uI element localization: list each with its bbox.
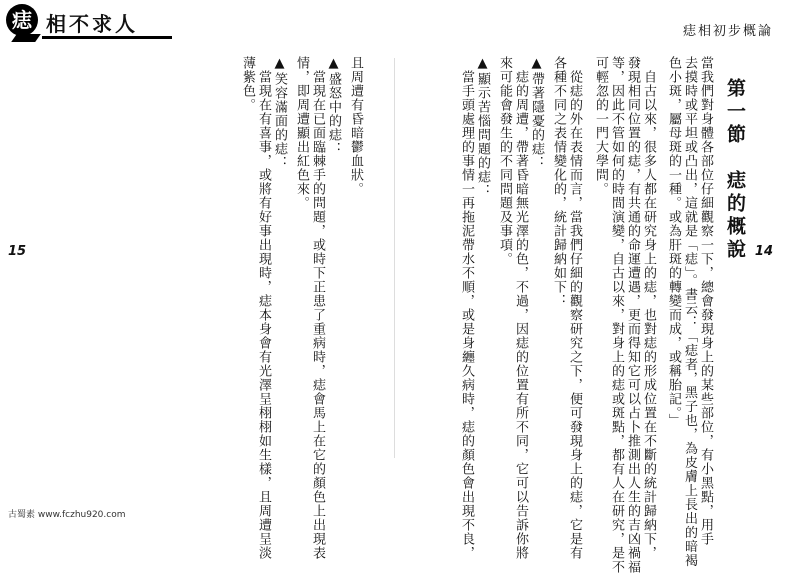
text-column: 當我們對身體各部位仔細觀察一下，總會發現身上的某些部位，有小黑點，用手: [698, 56, 713, 546]
watermark-footer: 古蜀素 www.fczhu920.com: [8, 510, 126, 520]
subheading: ▲笑容滿面的痣：: [272, 56, 287, 170]
text-column: 從痣的外在表情而言，當我們仔細的觀察研究之下，便可發現身上的痣，它是有: [567, 70, 582, 560]
text-column: 去摸時或平坦或凸出，這就是「痣」。書云：「痣者，黑子也，為皮膚上長出的暗褐: [682, 56, 697, 568]
text-column: 自古以來，很多人都在研究身上的痣，也對痣的形成位置在不斷的統計歸納下，: [641, 70, 656, 560]
logo-underline: [42, 36, 172, 39]
text-column: 痣的周遭，帶著昏暗無光澤的色，不過，因痣的位置有所不同，它可以告訴你將: [513, 70, 528, 560]
text-column: 當手頭處理的事情一再拖泥帶水不順，或是身纏久病時，痣的顏色會出現不良，: [459, 70, 474, 560]
text-column: 各種不同之表情變化的，統計歸納如下：: [551, 56, 566, 308]
page-number-right: 14: [754, 244, 773, 259]
running-header: 痣相初步概論: [682, 24, 773, 39]
text-column: 可輕忽的一門大學問。: [593, 56, 608, 196]
book-title: 相不求人: [46, 12, 138, 36]
subheading: ▲帶著隱憂的痣：: [529, 56, 544, 170]
subheading: ▲盛怒中的痣：: [326, 56, 341, 156]
book-logo: [6, 4, 166, 38]
text-column: 等，因此不管如何的時間演變，自古以來，對身上的痣或斑點，都有人在研究，是不: [609, 56, 624, 574]
logo-slash: [11, 34, 41, 42]
text-column: 當現在有喜事，或將有好事出現時，痣本身會有光澤呈栩栩如生樣，且周遭呈淡: [256, 70, 271, 560]
text-column: 薄紫色。: [240, 56, 255, 112]
logo-badge: 痣: [6, 4, 38, 36]
page-number-left: 15: [8, 244, 27, 259]
chapter-title: 第一節 痣的概說: [724, 78, 746, 262]
text-column: 發現相同位置的痣，有共通的命運遭遇，更而得知它可以占卜推測出人生的吉凶禍福: [625, 56, 640, 574]
text-column: 色小斑，屬母斑的一種。或為肝斑的轉變而成，或稱胎記。」: [666, 56, 681, 428]
text-column: 且周遭有昏暗鬱血狀。: [348, 56, 363, 196]
text-column: 當現在已面臨棘手的問題，或時下正患了重病時，痣會馬上在它的顏色上出現表: [310, 70, 325, 560]
text-column: 情，即周遭顯出紅色來。: [294, 56, 309, 210]
subheading: ▲顯示苦惱問題的痣：: [475, 56, 490, 198]
text-column: 來可能會發生的不同問題及事項。: [497, 56, 512, 266]
page-gutter: [394, 58, 395, 458]
